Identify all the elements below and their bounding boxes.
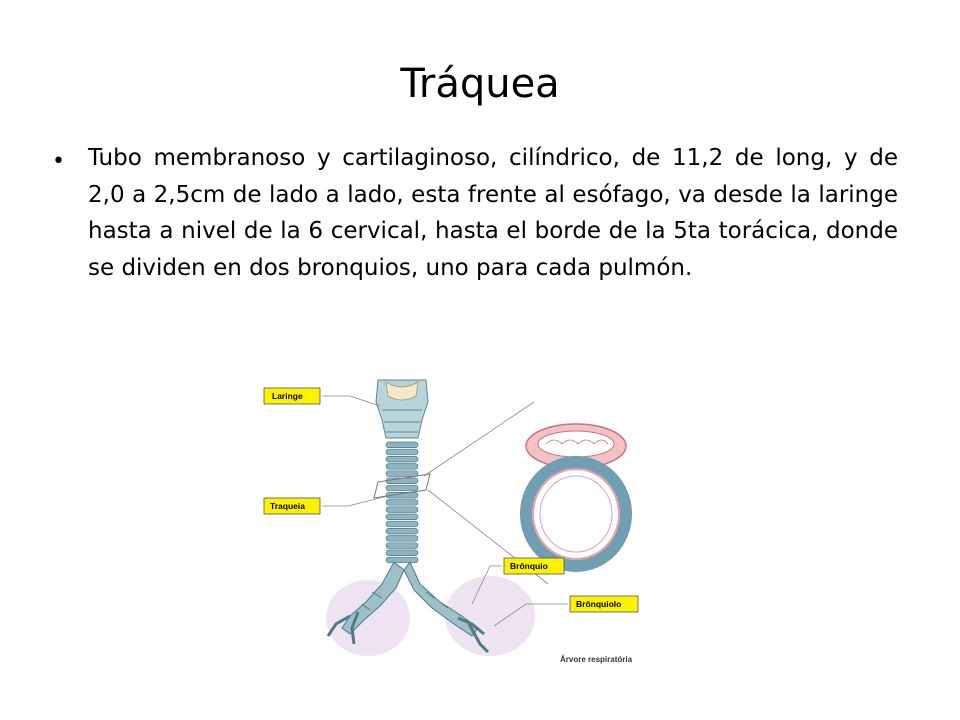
trachea-ring bbox=[386, 507, 418, 513]
label-laringe bbox=[264, 388, 320, 404]
trachea-ring bbox=[386, 471, 418, 477]
slide-title: Tráquea bbox=[400, 61, 560, 107]
label-laringe-text: Laringe bbox=[272, 391, 303, 401]
trachea-ring bbox=[386, 500, 418, 506]
trachea-illustration bbox=[258, 366, 670, 686]
trachea-ring bbox=[386, 442, 418, 448]
trachea-ring bbox=[386, 464, 418, 470]
trachea-ring bbox=[386, 536, 418, 542]
label-bronquio bbox=[504, 558, 564, 574]
trachea-rings bbox=[386, 442, 418, 563]
trachea-ring bbox=[386, 543, 418, 549]
larynx-shape bbox=[376, 380, 428, 438]
trachea-diagram bbox=[258, 366, 670, 686]
label-traqueia bbox=[264, 498, 320, 514]
trachea-ring bbox=[386, 456, 418, 462]
trachea-ring bbox=[386, 528, 418, 534]
trachea-ring bbox=[386, 478, 418, 484]
trachea-ring bbox=[386, 550, 418, 556]
cross-section bbox=[526, 424, 626, 566]
bullet-item bbox=[52, 140, 898, 286]
trachea-ring bbox=[386, 449, 418, 455]
bullet-dot-icon: • bbox=[52, 149, 65, 174]
trachea-ring bbox=[386, 521, 418, 527]
bullet-text: Tubo membranoso y cartilaginoso, cilíndrico, de 11,2 de long, y de 2,0 a 2,5cm de lado a lado, esta frente al esófago, va desde la laringe hasta a nivel de la 6 cervical, hasta el borde de la 5ta torácica, donde se dividen en dos bronquios, uno para cada pulmón. bbox=[88, 145, 898, 281]
trachea-ring bbox=[386, 514, 418, 520]
figure-caption: Árvore respiratória bbox=[560, 655, 633, 664]
label-bronquiolo bbox=[570, 596, 638, 612]
label-bronquiolo-text: Brônquiolo bbox=[576, 599, 622, 609]
label-traqueia-text: Traqueia bbox=[270, 501, 305, 511]
trachea-ring bbox=[386, 557, 418, 563]
label-bronquio-text: Brônquio bbox=[510, 561, 548, 571]
trachea-ring bbox=[386, 485, 418, 491]
